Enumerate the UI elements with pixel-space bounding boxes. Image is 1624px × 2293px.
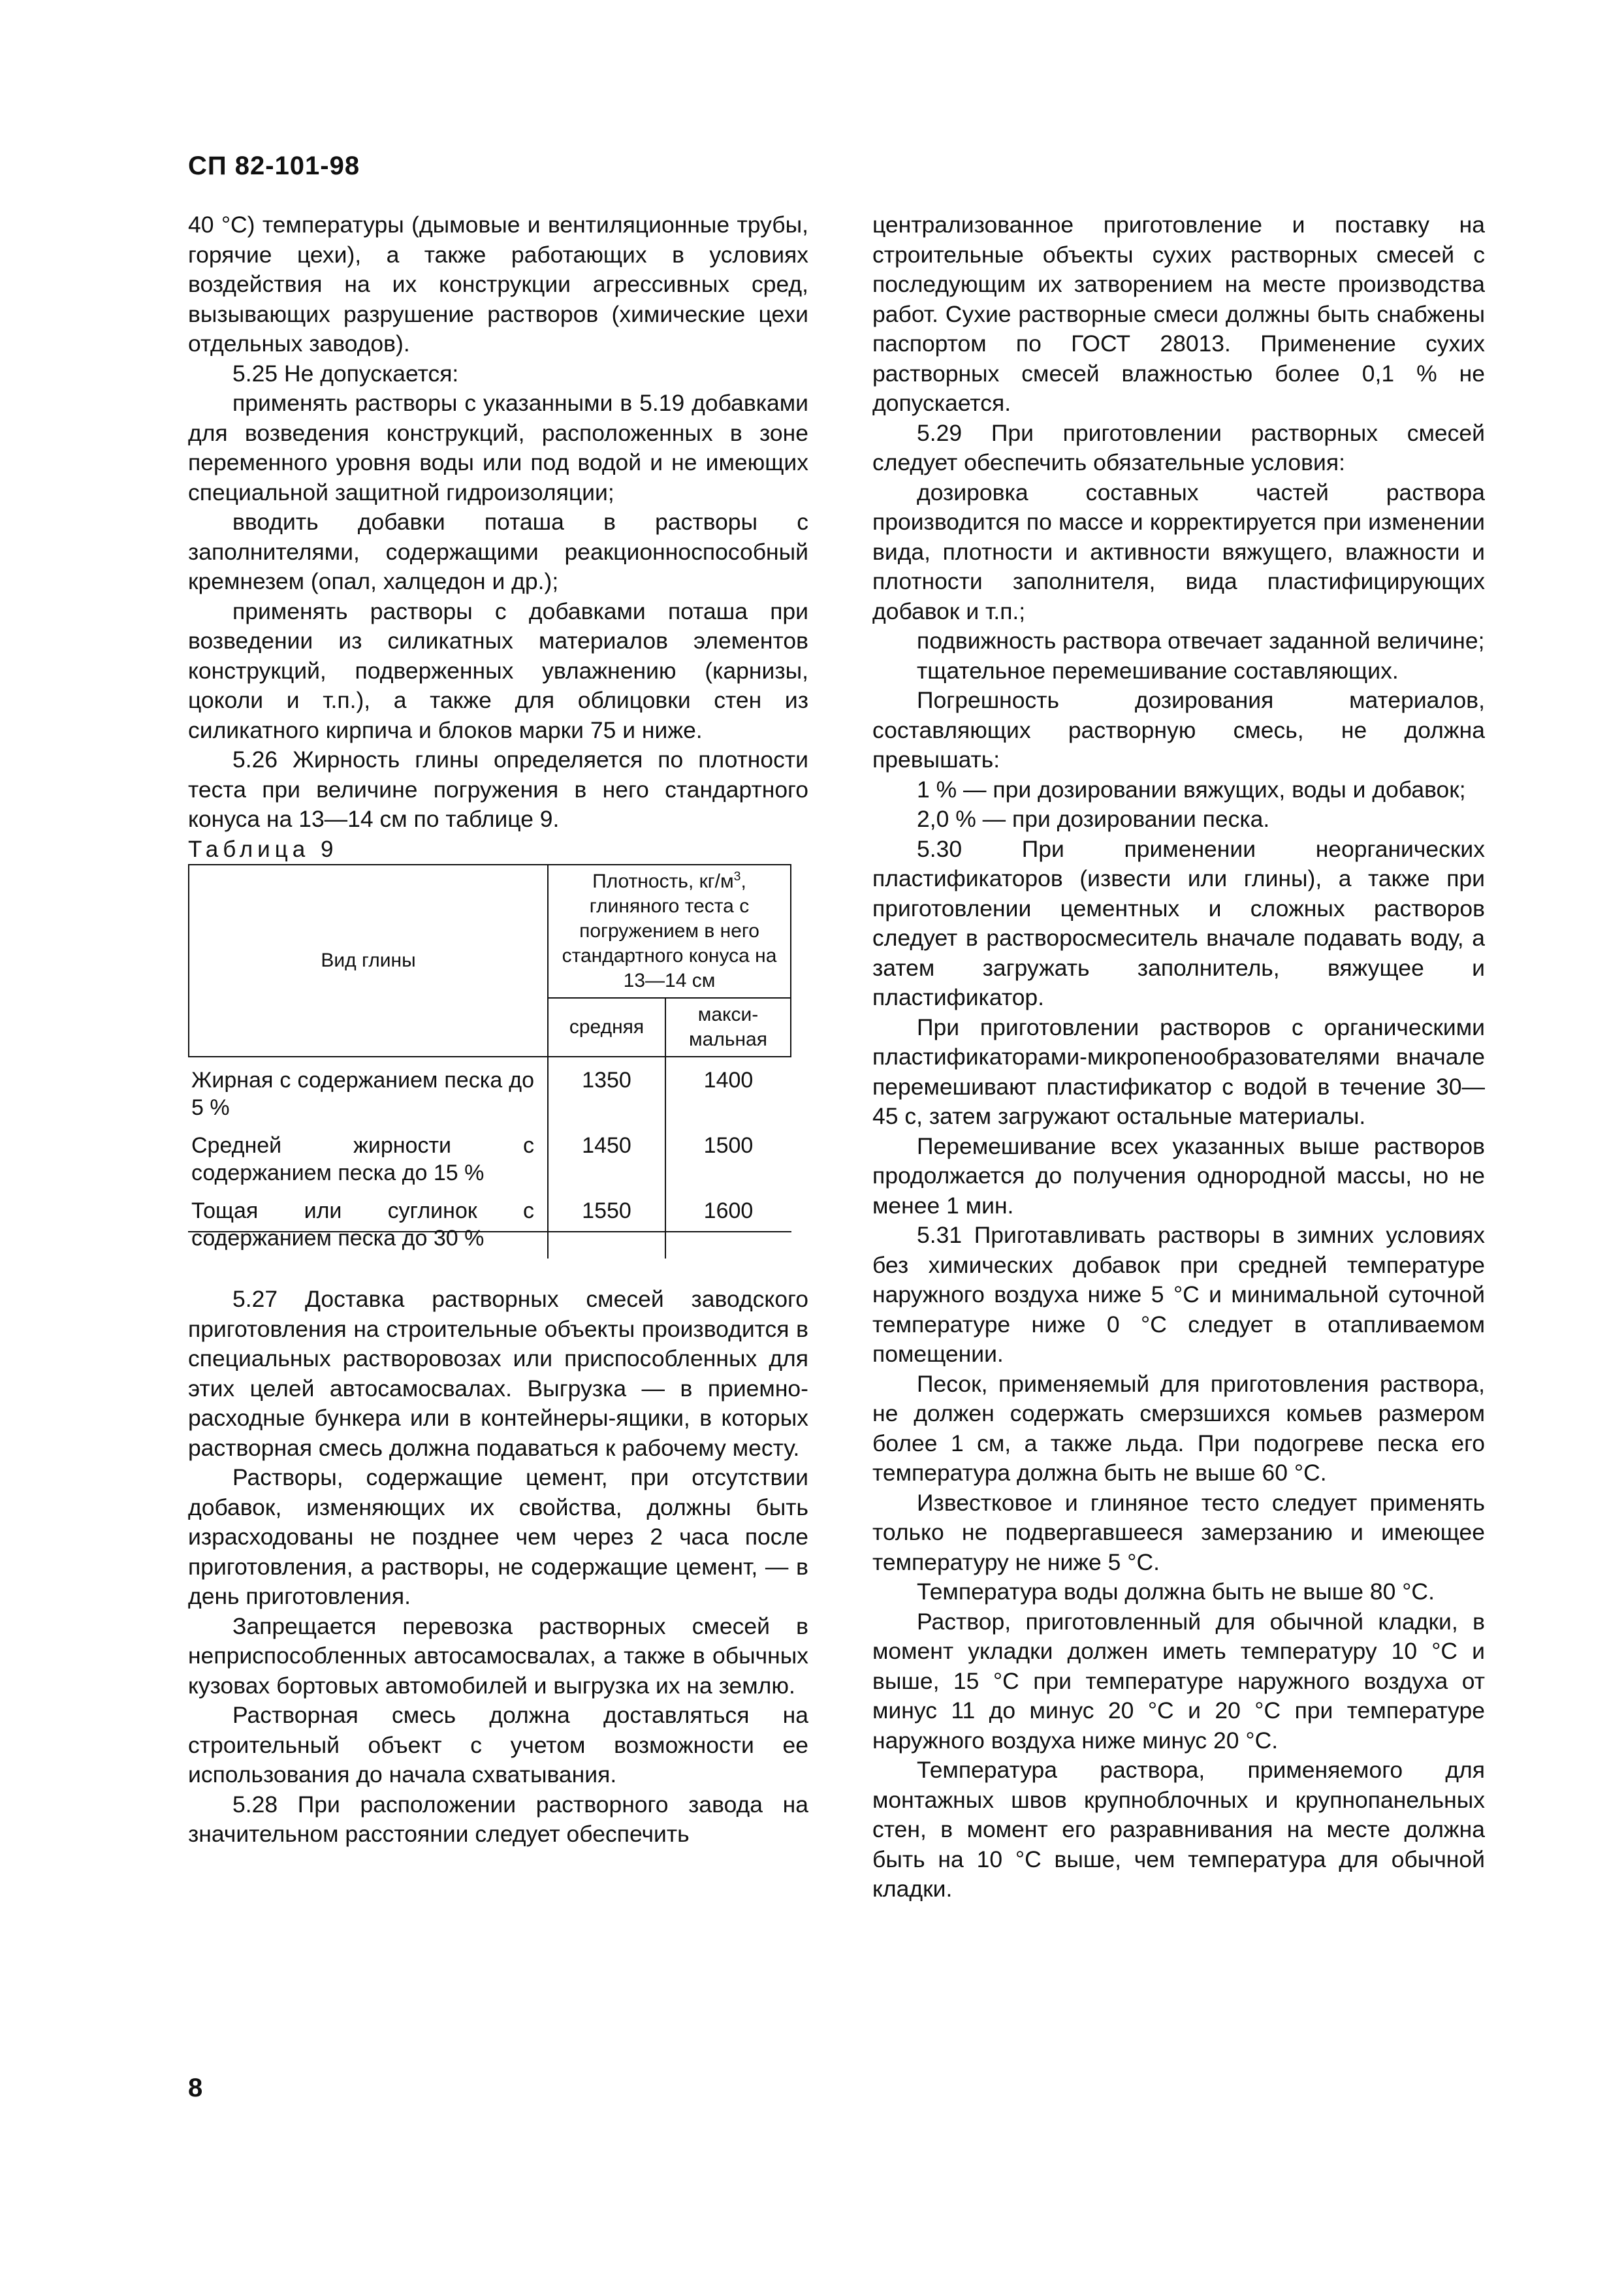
paragraph: Температура раствора, применяемого для монтажных швов крупноблочных и крупнопанельных стен, в момент его разравнивания на месте должна быть на 10 °С выше, чем температура для обычной кладки. bbox=[872, 1757, 1485, 1902]
clause-5-26: 5.26 Жирность глины определяется по плотности теста при величине погружения в него стандартного конуса на 13—14 см по таблице 9. bbox=[188, 746, 808, 832]
table-9 bbox=[188, 864, 808, 1259]
paragraph: подвижность раствора отвечает заданной величине; bbox=[917, 628, 1485, 654]
paragraph: Перемешивание всех указанных выше растворов продолжается до получения однородной массы, но не менее 1 мин. bbox=[872, 1132, 1485, 1219]
paragraph: Температура воды должна быть не выше 80 °С. bbox=[917, 1579, 1435, 1605]
paragraph: 2,0 % — при дозировании песка. bbox=[917, 806, 1270, 832]
clay-type-cell: Жирная с содержанием песка до 5 % bbox=[191, 1068, 534, 1120]
table-bottom-rule bbox=[188, 1231, 791, 1232]
table-row bbox=[189, 1057, 791, 1128]
maximum-density-cell: 1400 bbox=[665, 1057, 791, 1128]
paragraph: Известковое и глиняное тесто следует применять только не подвергавшееся замерзанию и имеющее температуру не ниже 5 °С. bbox=[872, 1489, 1485, 1575]
clay-type-cell: Тощая или суглинок с содержанием песка до 30 % bbox=[191, 1198, 534, 1251]
average-density-cell: 1350 bbox=[548, 1057, 665, 1128]
clause-5-29: 5.29 При приготовлении растворных смесей следует обеспечить обязательные условия: bbox=[872, 419, 1485, 475]
average-density-cell: 1550 bbox=[548, 1193, 665, 1259]
paragraph: Растворы, содержащие цемент, при отсутствии добавок, изменяющих их свойства, должны быть израсходованы не позднее чем через 2 часа после приготовления, а растворы, не содержащие цемент, — в день приготовления. bbox=[188, 1464, 808, 1609]
clause-5-28: 5.28 При расположении растворного завода на значительном расстоянии следует обеспечить bbox=[188, 1791, 808, 1847]
paragraph: Погрешность дозирования материалов, составляющих растворную смесь, не должна превышать: bbox=[872, 687, 1485, 773]
clause-5-25-heading: 5.25 Не допускается: bbox=[232, 360, 459, 387]
paragraph: применять растворы с указанными в 5.19 добавками для возведения конструкций, расположенных в зоне переменного уровня воды или под водой и не имеющих специальной защитной гидроизоляции; bbox=[188, 390, 808, 505]
page-number: 8 bbox=[188, 2074, 203, 2102]
column-header-clay-type: Вид глины bbox=[189, 865, 548, 1057]
table-row bbox=[189, 1193, 791, 1259]
document-code-header: СП 82-101-98 bbox=[188, 152, 360, 180]
paragraph: применять растворы с добавками поташа при возведении из силикатных материалов элементов конструкций, подверженных увлажнению (карнизы, цоколи и т.п.), а также для облицовки стен из силикатного кирпича и блоков марки 75 и ниже. bbox=[188, 598, 808, 743]
paragraph: тщательное перемешивание составляющих. bbox=[917, 657, 1399, 684]
right-column bbox=[872, 210, 1485, 1904]
left-column bbox=[188, 210, 808, 1850]
paragraph: Запрещается перевозка растворных смесей в неприспособленных автосамосвалах, а также в обычных кузовах бортовых автомобилей и выгрузка их на землю. bbox=[188, 1612, 808, 1699]
paragraph: Песок, применяемый для приготовления раствора, не должен содержать смерзшихся комьев размером более 1 см, а также льда. При подогреве песка его температура должна быть не выше 60 °С. bbox=[872, 1370, 1485, 1486]
paragraph: дозировка составных частей раствора производится по массе и корректируется при изменении вида, плотности и активности вяжущего, влажности и плотности заполнителя, вида пластифицирующих добавок и т.п.; bbox=[872, 479, 1485, 624]
clay-type-cell: Средней жирности с содержанием песка до 15 % bbox=[191, 1133, 534, 1185]
average-density-cell: 1450 bbox=[548, 1128, 665, 1193]
table-caption: Таблица 9 bbox=[188, 836, 338, 862]
maximum-density-cell: 1600 bbox=[665, 1193, 791, 1259]
paragraph: 1 % — при дозировании вяжущих, воды и добавок; bbox=[917, 776, 1466, 803]
clause-5-27: 5.27 Доставка растворных смесей заводского приготовления на строительные объекты производится в специальных растворовозах или приспособленных для этих целей автосамосвалах. Выгрузка — в приемно-расходные бункера или в контейнеры-ящики, в которых растворная смесь должна подаваться к рабочему месту. bbox=[188, 1286, 808, 1461]
maximum-density-cell: 1500 bbox=[665, 1128, 791, 1193]
paragraph: Растворная смесь должна доставляться на строительный объект с учетом возможности ее использования до начала схватывания. bbox=[188, 1702, 808, 1788]
paragraph: При приготовлении растворов с органическими пластификаторами-микропенообразователями вначале перемешивают пластификатор с водой в течение 30—45 с, затем загружают остальные материалы. bbox=[872, 1014, 1485, 1129]
clause-5-30: 5.30 При применении неорганических пластификаторов (извести или глины), а также при приготовлении цементных и сложных растворов следует в растворосмеситель вначале подавать воду, а затем загружать заполнитель, вяжущее и пластификатор. bbox=[872, 835, 1485, 1010]
table-row bbox=[189, 1128, 791, 1193]
column-header-average: средняя bbox=[548, 998, 665, 1057]
column-header-density: Плотность, $кг/м^3$, глиняного теста с погружением в него стандартного конуса на 13—14 см bbox=[548, 865, 791, 998]
paragraph: 40 °С) температуры (дымовые и вентиляционные трубы, горячие цехи), а также работающих в условиях воздействия на их конструкции агрессивных сред, вызывающих разрушение растворов (химические цехи отдельных заводов). bbox=[188, 212, 808, 357]
clause-5-31: 5.31 Приготавливать растворы в зимних условиях без химических добавок при средней температуре наружного воздуха ниже 5 °С и минимальной суточной температуре ниже 0 °С следует в отапливаемом помещении. bbox=[872, 1222, 1485, 1367]
paragraph: вводить добавки поташа в растворы с заполнителями, содержащими реакционноспособный кремнезем (опал, халцедон и др.); bbox=[188, 509, 808, 594]
column-header-maximum: макси-мальная bbox=[665, 998, 791, 1057]
paragraph: Раствор, приготовленный для обычной кладки, в момент укладки должен иметь температуру 10 °С и выше, 15 °С при температуре наружного воздуха от минус 11 до минус 20 °С и 20 °С при температуре наружного воздуха ниже минус 20 °С. bbox=[872, 1608, 1485, 1754]
paragraph: централизованное приготовление и поставку на строительные объекты сухих растворных смесей с последующим их затворением на месте производства работ. Сухие растворные смеси должны быть снабжены паспортом по ГОСТ 28013. Применение сухих растворных смесей влажностью более 0,1 % не допускается. bbox=[872, 212, 1485, 416]
